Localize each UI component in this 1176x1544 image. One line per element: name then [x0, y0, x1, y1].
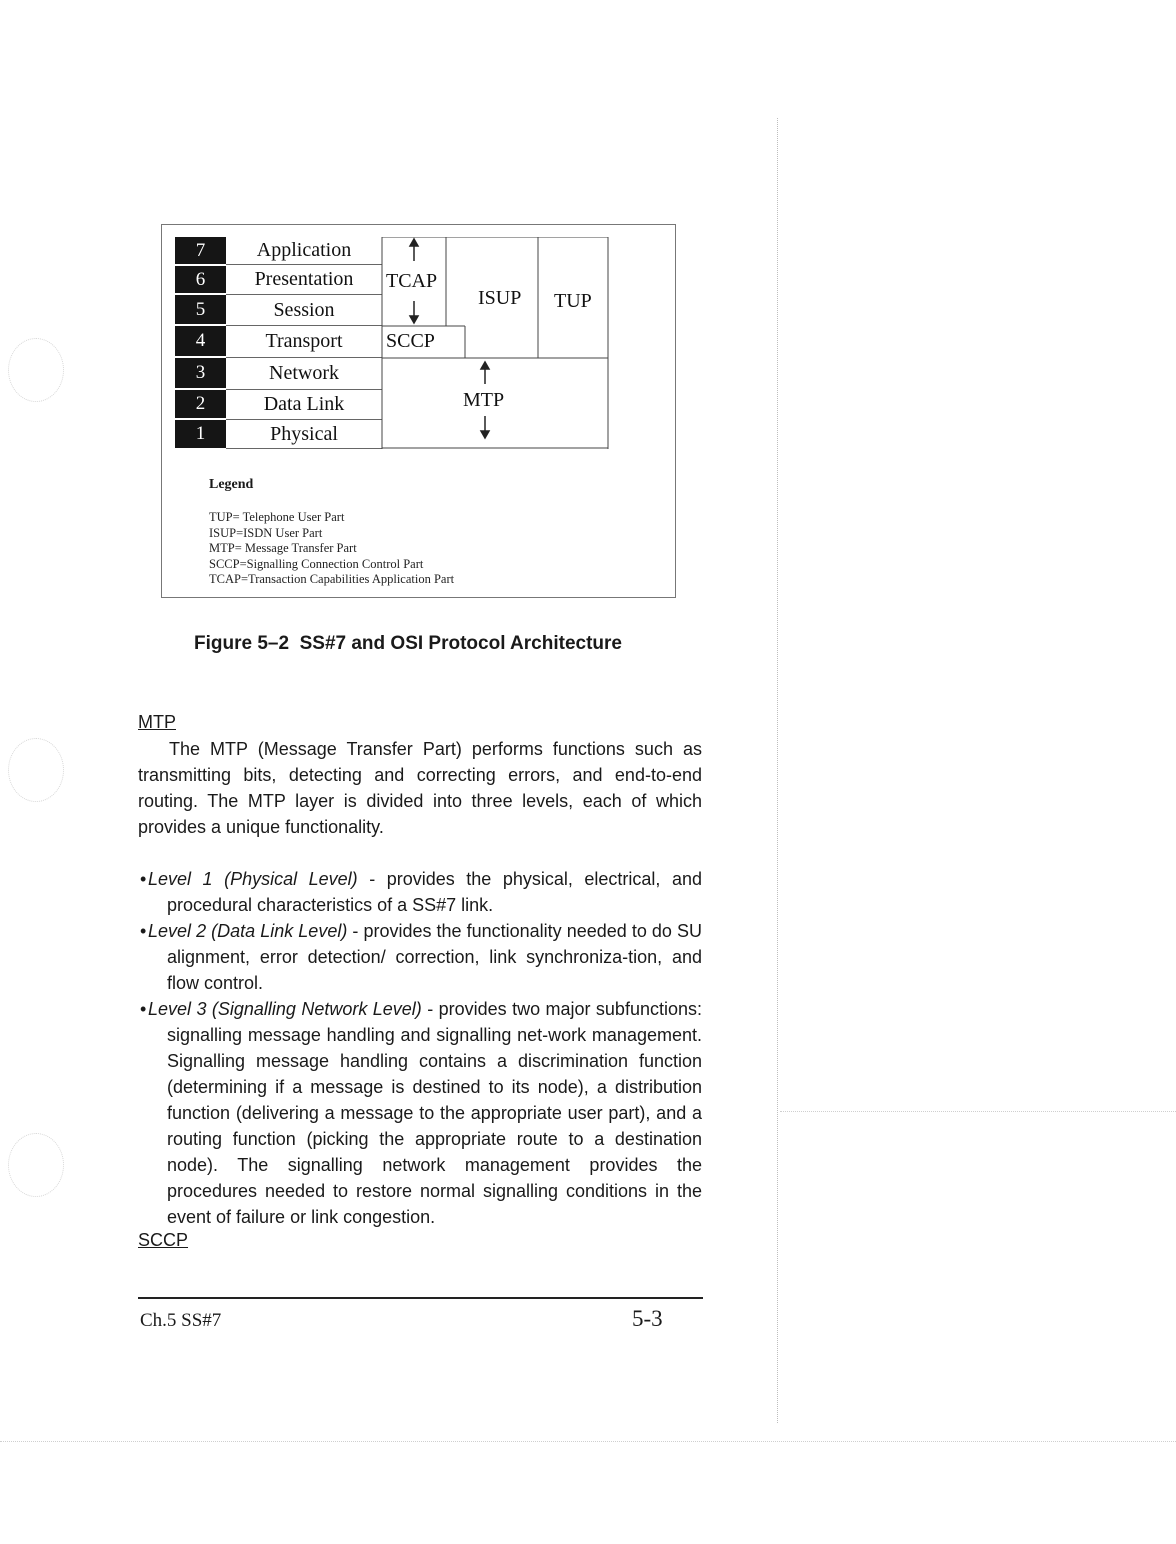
legend-item: SCCP=Signalling Connection Control Part: [209, 556, 424, 571]
figure-caption: Figure 5–2 SS#7 and OSI Protocol Architecture: [194, 633, 622, 654]
section-heading-sccp: SCCP: [138, 1230, 189, 1250]
list-item: [140, 996, 702, 1230]
layer-number: 3: [175, 358, 226, 388]
osi-layer-data-link: Data Link: [226, 390, 382, 420]
scan-horizontal-line: [780, 1111, 1176, 1112]
level-description: - provides the functionality needed to do SU alignment, error detection/ correction, link synchroniza-tion, and flow control.: [167, 921, 702, 993]
footer-rule: [138, 1297, 703, 1299]
layer-number: 6: [175, 266, 226, 293]
punch-hole-mark: [8, 738, 64, 802]
layer-diagram: [175, 237, 609, 449]
bullet-icon: •: [140, 921, 147, 941]
legend-list: [209, 510, 454, 588]
osi-layer-physical: Physical: [226, 420, 382, 449]
mtp-paragraph: The MTP (Message Transfer Part) performs functions such as transmitting bits, detecting and correcting errors, and end-to-end routing. The MTP layer is divided into three levels, each of which provides a unique functionality.: [138, 739, 702, 837]
osi-layer-session: Session: [226, 295, 382, 326]
protocol-architecture-figure: [161, 224, 676, 598]
level-name: Level 2 (Data Link Level): [148, 921, 348, 941]
legend-item: TCAP=Transaction Capabilities Application Part: [209, 572, 455, 586]
legend-item: MTP= Message Transfer Part: [209, 541, 357, 555]
page-number: 5-3: [632, 1306, 663, 1331]
level-name: Level 3 (Signalling Network Level): [148, 999, 422, 1019]
mtp-block: MTP: [463, 389, 505, 411]
level-description: - provides two major subfunctions: signalling message handling and signalling net-work management. Signalling message handling contains a discrimination function (determining if a message is destined to its node), a distribution function (delivering a message to the appropriate user part), and a routing function (picking the appropriate route to a destination node). The signalling network management provides the procedures needed to restore normal signalling conditions in the event of failure or link congestion.: [167, 999, 702, 1227]
osi-layer-network: Network: [226, 358, 382, 390]
bullet-icon: •: [140, 869, 147, 889]
layer-number: 7: [175, 237, 226, 264]
punch-hole-mark: [8, 338, 64, 402]
mtp-levels-list: [140, 866, 702, 1230]
sccp-block: SCCP: [386, 330, 435, 352]
osi-layer-presentation: Presentation: [226, 265, 382, 295]
layer-number: 1: [175, 420, 226, 448]
footer-chapter: Ch.5 SS#7: [140, 1310, 222, 1331]
legend-title: Legend: [209, 477, 254, 492]
punch-hole-mark: [8, 1133, 64, 1197]
legend-item: TUP= Telephone User Part: [209, 510, 345, 524]
layer-number: 2: [175, 390, 226, 418]
tcap-block: TCAP: [386, 270, 438, 292]
isup-block: ISUP: [478, 287, 522, 309]
level-name: Level 1 (Physical Level): [148, 869, 358, 889]
scan-vertical-line: [777, 118, 778, 1423]
layer-number: 4: [175, 326, 226, 356]
tup-block: TUP: [554, 290, 592, 312]
layer-number: 5: [175, 295, 226, 324]
section-heading-mtp: MTP: [138, 712, 176, 732]
osi-layer-application: Application: [226, 237, 382, 265]
scan-horizontal-line: [0, 1441, 1176, 1442]
legend-item: ISUP=ISDN User Part: [209, 525, 323, 540]
level-description: - provides the physical, electrical, and procedural characteristics of a SS#7 link.: [167, 869, 702, 915]
osi-layer-transport: Transport: [226, 326, 382, 358]
list-item: [140, 866, 702, 918]
bullet-icon: •: [140, 999, 147, 1019]
list-item: [140, 918, 702, 996]
